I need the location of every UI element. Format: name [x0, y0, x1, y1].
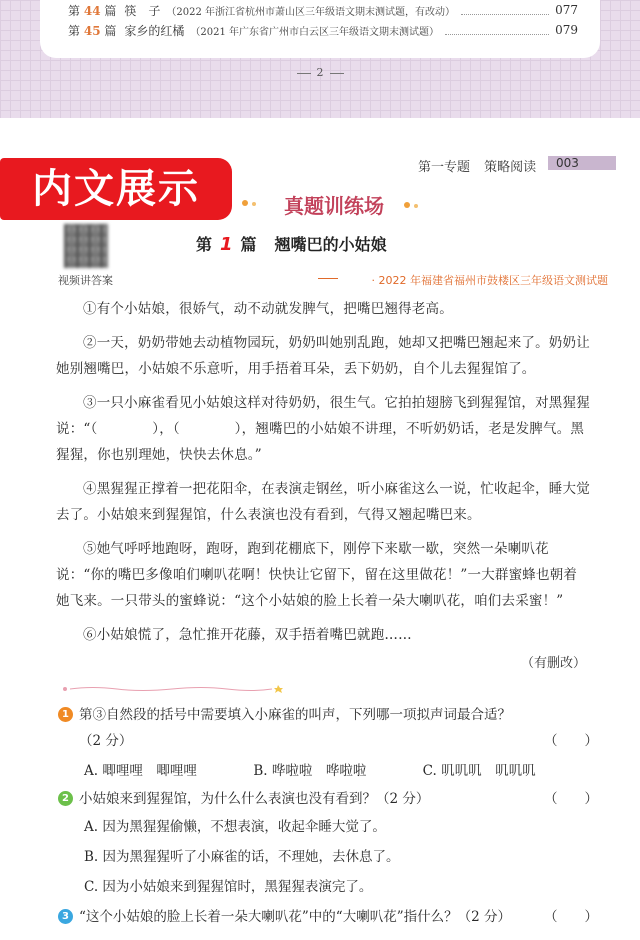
answer-box[interactable]: （ ）: [544, 791, 598, 807]
header-page-bar: [548, 156, 616, 170]
paragraph: ⑥小姑娘慌了，急忙推开花藤，双手捂着嘴巴就跑……: [83, 627, 412, 643]
toc-number: 第 45 篇: [68, 23, 117, 38]
option[interactable]: B. 哗啦啦 哗啦啦: [253, 763, 367, 779]
article-prefix: 第: [196, 235, 213, 254]
previous-page-number: 2: [0, 66, 640, 79]
dot-icon: [414, 204, 418, 208]
promo-banner: 内文展示: [0, 158, 232, 220]
toc-number: 第 44 篇: [68, 3, 117, 18]
article-title-text: 翘嘴巴的小姑娘: [274, 235, 387, 254]
question-continuation: [58, 728, 598, 754]
wavy-divider: [62, 684, 284, 694]
question: [58, 702, 592, 728]
question-text: 第③自然段的括号中需要填入小麻雀的叫声，下列哪一项拟声词最合适？: [79, 707, 511, 723]
option[interactable]: C. 叽叽叽 叽叽叽: [422, 763, 536, 779]
toc-title: 家乡的红橘: [124, 23, 185, 38]
source-divider: [318, 278, 338, 279]
toc-source: （2021 年广东省广州市白云区三年级语文期末测试题）: [190, 26, 440, 38]
toc-card: [40, 0, 600, 58]
toc-source: （2022 年浙江省杭州市萧山区三年级语文期末测试题，有改动）: [166, 6, 456, 18]
paragraph: ③一只小麻雀看见小姑娘这样对待奶奶，很生气。它拍拍翅膀飞到猩猩馆，对黑猩猩说：“（ ），（ ），翘嘴巴的小姑娘不讲理，不听奶奶话，老是发脾气。黑猩猩，你也别理她，快快去休息。”: [56, 395, 590, 463]
article-suffix: 篇: [240, 235, 257, 254]
answer-box[interactable]: （ ）: [544, 909, 598, 925]
toc-row[interactable]: [68, 0, 578, 20]
qr-label: 视频讲答案: [58, 274, 113, 287]
question-number-badge: 3: [58, 909, 73, 924]
questions: [58, 702, 598, 930]
option[interactable]: A. 因为黑猩猩偷懒，不想表演，收起伞睡大觉了。: [84, 819, 386, 835]
options-row: [58, 758, 592, 784]
option[interactable]: A. 唧哩哩 唧哩哩: [84, 763, 197, 779]
option[interactable]: C. 因为小姑娘来到猩猩馆时，黑猩猩表演完了。: [84, 879, 373, 895]
answer-box[interactable]: （ ）: [544, 733, 598, 749]
question: [58, 904, 598, 930]
paragraph: ⑤她气呼呼地跑呀，跑呀，跑到花棚底下，刚停下来歇一歇，突然一朵喇叭花说：“你的嘴巴多像咱们喇叭花啊！快快让它留下，留在这里做花！”一大群蜜蜂也朝着她飞来。一只带头的蜜蜂说：“这个小姑娘的脸上长着一朵大喇叭花，咱们去采蜜！”: [56, 541, 578, 609]
previous-page-area: [0, 0, 640, 118]
header-section: 策略阅读: [484, 160, 537, 175]
question-text: “这个小姑娘的脸上长着一朵大喇叭花”中的“大喇叭花”指什么？（2 分）: [79, 909, 511, 925]
content-page: [0, 118, 640, 940]
article-body: [56, 296, 590, 648]
option[interactable]: B. 因为黑猩猩听了小麻雀的话，不理她，去休息了。: [84, 849, 400, 865]
header-topic: 第一专题: [418, 160, 471, 175]
toc-page: 077: [555, 3, 578, 17]
question-number-badge: 2: [58, 791, 73, 806]
paragraph: ①有个小姑娘，很娇气，动不动就发脾气，把嘴巴翘得老高。: [83, 301, 453, 317]
article-source: · 2022 年福建省福州市鼓楼区三年级语文测试题: [371, 274, 608, 287]
section-title: 真题训练场: [284, 194, 384, 218]
toc-leader: [445, 26, 549, 35]
dot-icon: [404, 202, 410, 208]
running-header: [418, 156, 536, 175]
toc-row[interactable]: [68, 20, 578, 40]
edited-note: （有删改）: [520, 656, 586, 671]
toc-leader: [461, 6, 549, 15]
paragraph: ④黑猩猩正撑着一把花阳伞，在表演走钢丝，听小麻雀这么一说，忙收起伞，睡大觉去了。小姑娘来到猩猩馆，什么表演也没有看到，气得又翘起嘴巴来。: [56, 481, 590, 523]
header-page-number: 003: [556, 156, 579, 170]
article-number: 1: [220, 234, 233, 255]
paragraph: ②一天，奶奶带她去动植物园玩，奶奶叫她别乱跑，她却又把嘴巴翘起来了。奶奶让她别翘嘴巴，小姑娘不乐意听，用手捂着耳朵，丢下奶奶，自个儿去猩猩馆了。: [56, 335, 590, 377]
question-number-badge: 1: [58, 707, 73, 722]
question-text: 小姑娘来到猩猩馆，为什么什么表演也没有看到？（2 分）: [79, 791, 430, 807]
question-points: （2 分）: [79, 733, 133, 749]
article-title: [196, 232, 387, 255]
qr-code-icon[interactable]: [64, 224, 108, 268]
toc-page: 079: [555, 23, 578, 37]
question: [58, 786, 598, 812]
toc-title: 筷 子: [124, 3, 161, 18]
